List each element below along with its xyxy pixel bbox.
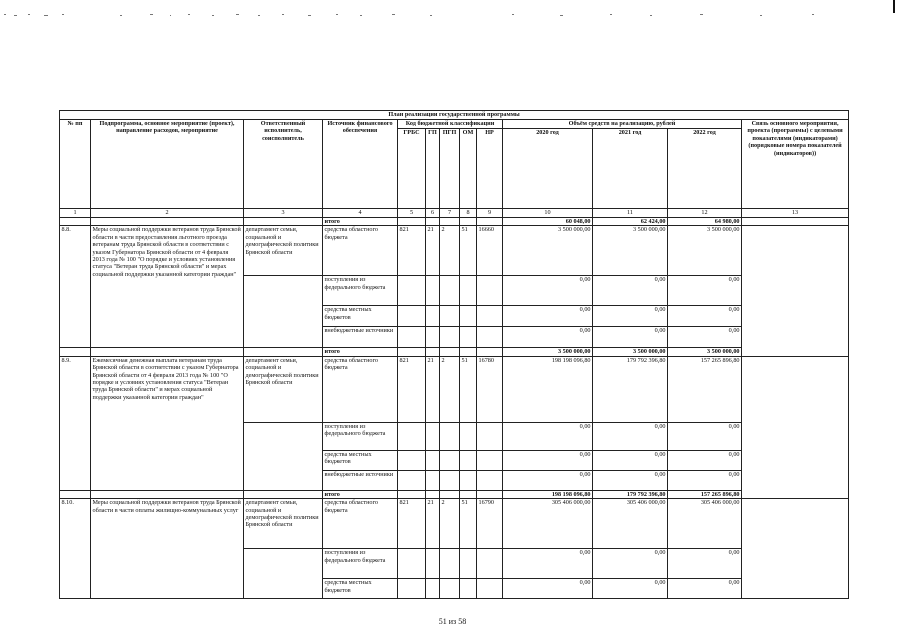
funding-source: поступления из федерального бюджета [323,422,398,450]
code-pgp [440,422,460,450]
column-number: 11 [593,209,668,218]
total-2020: 60 048,00 [503,218,593,226]
code-gp [426,276,440,306]
measure-name: Меры социальной поддержки ветеранов труда Брянской области в части оплаты жилищно-коммунальных услуг [91,499,244,599]
empty-cell [398,348,426,356]
amount-2020: 0,00 [503,470,593,490]
table-row [60,226,849,276]
code-grbs [398,549,426,579]
header-volume-group: Объём средств на реализацию, рублей [503,120,742,129]
table-row [60,356,849,422]
code-pgp [440,579,460,599]
empty-cell [91,348,244,356]
empty-cell [426,490,440,498]
header-code-group: Код бюджетной классификации [398,120,503,129]
code-np [477,549,503,579]
code-grbs [398,422,426,450]
column-number: 12 [668,209,742,218]
amount-2021: 0,00 [593,276,668,306]
amount-2022: 0,00 [668,470,742,490]
column-number: 9 [477,209,503,218]
header-2021: 2021 год [593,129,668,209]
code-om [460,327,477,348]
amount-2020: 305 406 000,00 [503,499,593,549]
header-name: Подпрограмма, основное мероприятие (проект), направление расходов, мероприятие [91,120,244,209]
code-gp [426,470,440,490]
column-number: 1 [60,209,91,218]
code-np: 16790 [477,499,503,549]
column-number: 3 [244,209,323,218]
code-gp: 21 [426,356,440,422]
code-grbs: 821 [398,356,426,422]
code-grbs [398,579,426,599]
empty-cell [477,348,503,356]
page-number: 51 из 58 [438,617,467,626]
header-om: ОМ [460,129,477,209]
amount-2020: 3 500 000,00 [503,226,593,276]
measure-name: Ежемесячная денежная выплата ветеранам труда Брянской области в соответствии с указом Губернатора Брянской области от 4 февраля 2013 года № 100 "О порядке и условиях установления статуса "Ветеран труда Брянской области" и мерах социальной поддержки указанной категории граждан" [91,356,244,490]
code-np [477,276,503,306]
code-om [460,579,477,599]
code-pgp [440,306,460,327]
total-2021: 179 792 396,80 [593,490,668,498]
column-number: 8 [460,209,477,218]
amount-2021: 0,00 [593,306,668,327]
code-grbs: 821 [398,226,426,276]
amount-2020: 0,00 [503,306,593,327]
code-pgp [440,450,460,470]
empty-cell [244,348,323,356]
column-number: 7 [440,209,460,218]
code-om: 51 [460,226,477,276]
code-grbs [398,306,426,327]
amount-2022: 0,00 [668,306,742,327]
code-gp [426,422,440,450]
code-om [460,549,477,579]
indicator-link [742,356,849,498]
row-number: 8.8. [60,226,91,348]
code-gp [426,549,440,579]
code-grbs [398,276,426,306]
code-np [477,450,503,470]
amount-2020: 0,00 [503,327,593,348]
code-grbs: 821 [398,499,426,549]
responsible-executor-empty [244,276,323,348]
empty-cell [60,348,91,356]
column-number: 6 [426,209,440,218]
empty-cell [460,348,477,356]
column-number: 10 [503,209,593,218]
code-pgp [440,470,460,490]
amount-2021: 179 792 396,80 [593,356,668,422]
amount-2022: 0,00 [668,422,742,450]
code-gp: 21 [426,226,440,276]
code-om [460,306,477,327]
empty-cell [244,490,323,498]
code-om: 51 [460,499,477,549]
amount-2021: 0,00 [593,549,668,579]
code-pgp: 2 [440,226,460,276]
row-number: 8.10. [60,499,91,599]
code-gp [426,450,440,470]
amount-2021: 0,00 [593,327,668,348]
amount-2021: 3 500 000,00 [593,226,668,276]
table-title: План реализации государственной программы [60,111,849,120]
code-np: 16780 [477,356,503,422]
header-grbs: ГРБС [398,129,426,209]
amount-2020: 0,00 [503,422,593,450]
total-2022: 157 265 896,80 [668,490,742,498]
column-number: 4 [323,209,398,218]
funding-source: внебюджетные источники [323,470,398,490]
code-gp [426,327,440,348]
total-2021: 62 424,00 [593,218,668,226]
amount-2020: 0,00 [503,579,593,599]
column-number: 5 [398,209,426,218]
empty-cell [440,490,460,498]
code-gp: 21 [426,499,440,549]
empty-cell [440,348,460,356]
code-om: 51 [460,356,477,422]
code-np [477,579,503,599]
header-responsible: Ответственный исполнитель, соисполнитель [244,120,323,209]
code-np [477,306,503,327]
funding-source: поступления из федерального бюджета [323,549,398,579]
total-label: итого [323,348,398,356]
responsible-executor: департамент семьи, социальной и демографической политики Брянской области [244,499,323,549]
amount-2021: 0,00 [593,579,668,599]
total-2020: 198 198 096,80 [503,490,593,498]
amount-2022: 3 500 000,00 [668,226,742,276]
code-om [460,470,477,490]
total-2022: 64 980,00 [668,218,742,226]
code-np [477,327,503,348]
total-2021: 3 500 000,00 [593,348,668,356]
responsible-executor: департамент семьи, социальной и демографической политики Брянской области [244,226,323,276]
table-row [60,499,849,549]
code-pgp [440,549,460,579]
code-np [477,470,503,490]
code-om [460,422,477,450]
code-grbs [398,470,426,490]
code-np: 16660 [477,226,503,276]
empty-cell [60,490,91,498]
header-pgp: ПГП [440,129,460,209]
funding-source: средства местных бюджетов [323,306,398,327]
total-2022: 3 500 000,00 [668,348,742,356]
amount-2021: 305 406 000,00 [593,499,668,549]
empty-cell [426,348,440,356]
responsible-executor-empty [244,549,323,599]
total-2020: 3 500 000,00 [503,348,593,356]
code-pgp: 2 [440,499,460,549]
header-2020: 2020 год [503,129,593,209]
code-np [477,422,503,450]
amount-2022: 0,00 [668,579,742,599]
funding-source: средства областного бюджета [323,226,398,276]
amount-2022: 305 406 000,00 [668,499,742,549]
header-2022: 2022 год [668,129,742,209]
empty-cell [91,490,244,498]
funding-source: средства местных бюджетов [323,450,398,470]
amount-2020: 0,00 [503,549,593,579]
measure-name: Меры социальной поддержки ветеранов труда Брянской области в части предоставления льготного проезда ветеранам труда Брянской области в соответствии с указом Губернатора Брянской области от 4 февраля 2013 года № 100 "О порядке и условиях установления статуса "Ветеран труда Брянской области" и мерах социальной поддержки указанной категории граждан" [91,226,244,348]
funding-source: поступления из федерального бюджета [323,276,398,306]
amount-2022: 0,00 [668,549,742,579]
header-gp: ГП [426,129,440,209]
code-om [460,276,477,306]
amount-2020: 0,00 [503,276,593,306]
code-pgp [440,276,460,306]
funding-source: средства областного бюджета [323,356,398,422]
code-grbs [398,327,426,348]
responsible-executor-empty [244,422,323,490]
amount-2020: 0,00 [503,450,593,470]
funding-source: внебюджетные источники [323,327,398,348]
code-gp [426,579,440,599]
empty-cell [398,490,426,498]
amount-2022: 0,00 [668,276,742,306]
funding-source: средства областного бюджета [323,499,398,549]
section-total-row [60,348,849,356]
indicator-link [742,499,849,599]
code-pgp [440,327,460,348]
header-np: НР [477,129,503,209]
indicator-link [742,226,849,356]
program-plan-table [59,110,849,599]
amount-2021: 0,00 [593,470,668,490]
column-number: 13 [742,209,849,218]
scan-edge-mark [893,0,895,13]
column-numbers-row [60,209,849,218]
column-number: 2 [91,209,244,218]
responsible-executor: департамент семьи, социальной и демографической политики Брянской области [244,356,323,422]
amount-2021: 0,00 [593,422,668,450]
total-label: итого [323,490,398,498]
total-label: итого [323,218,398,226]
amount-2022: 0,00 [668,450,742,470]
code-pgp: 2 [440,356,460,422]
code-gp [426,306,440,327]
funding-source: средства местных бюджетов [323,579,398,599]
header-num: № пп [60,120,91,209]
top-total-row [60,218,849,226]
scan-artifact-noise [0,8,905,22]
row-number: 8.9. [60,356,91,490]
code-om [460,450,477,470]
empty-cell [477,490,503,498]
amount-2022: 0,00 [668,327,742,348]
code-grbs [398,450,426,470]
header-link: Связь основного мероприятия, проекта (программы) с целевыми показателями (индикаторами) (порядковые номера показателей (индикаторов)) [742,120,849,209]
empty-cell [460,490,477,498]
amount-2022: 157 265 896,80 [668,356,742,422]
header-source: Источник финансового обеспечения [323,120,398,209]
amount-2021: 0,00 [593,450,668,470]
amount-2020: 198 198 096,80 [503,356,593,422]
section-total-row [60,490,849,498]
